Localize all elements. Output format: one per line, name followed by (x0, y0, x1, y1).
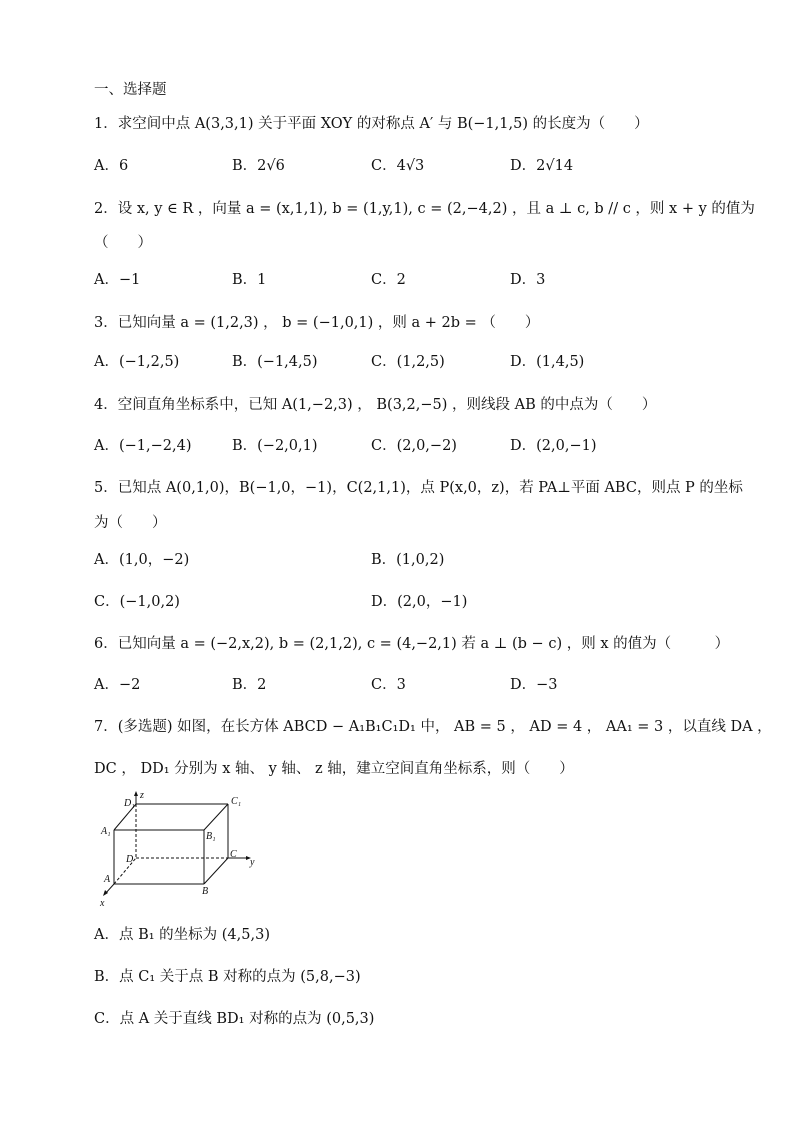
q1-option-b: B．2√6 (232, 158, 285, 174)
q4-option-d: D．(2,0,−1) (510, 438, 597, 454)
q1-option-a: A．6 (94, 158, 129, 174)
question-2-text-line1: 2．设 x, y ∈ R ，向量 a = (x,1,1), b = (1,y,1), c = (2,−4,2) ，且 a ⊥ c, b // c ，则 x + y 的值为 (94, 201, 755, 217)
q4-option-b: B．(−2,0,1) (232, 438, 318, 454)
edge-b-c (204, 858, 228, 884)
label-a: A (104, 874, 111, 885)
question-7-text-line1: 7．(多选题) 如图，在长方体 ABCD − A₁B₁C₁D₁ 中， AB = 5 ， AD = 4 ， AA₁ = 3 ，以直线 DA ， (94, 719, 772, 735)
q5-option-c: C．(−1,0,2) (94, 594, 180, 610)
q2-option-c: C．2 (371, 272, 406, 288)
q1-option-d: D．2√14 (510, 158, 574, 174)
q6-option-c: C．3 (371, 677, 406, 693)
question-7-text-line2: DC ， DD₁ 分别为 x 轴、 y 轴、 z 轴，建立空间直角坐标系，则（ ） (94, 761, 574, 777)
q5-option-b: B．(1,0,2) (371, 552, 445, 568)
q4-option-a: A．(−1,−2,4) (94, 438, 192, 454)
cuboid-figure (98, 790, 268, 910)
label-x: x (100, 898, 105, 909)
label-b1: B₁ (206, 831, 216, 842)
q2-option-a: A．−1 (94, 272, 141, 288)
q5-option-a: A．(1,0，−2) (94, 552, 190, 568)
label-c1: C₁ (231, 796, 242, 807)
section-title: 一、选择题 (94, 82, 167, 98)
q6-option-b: B．2 (232, 677, 267, 693)
question-2-text-line2: （ ） (94, 235, 152, 251)
label-d: D (126, 854, 134, 865)
z-arrow (134, 791, 138, 796)
q2-option-b: B．1 (232, 272, 267, 288)
label-y: y (250, 857, 255, 868)
q3-option-d: D．(1,4,5) (510, 354, 585, 370)
q4-option-c: C．(2,0,−2) (371, 438, 457, 454)
q3-option-a: A．(−1,2,5) (94, 354, 180, 370)
q2-option-d: D．3 (510, 272, 546, 288)
question-1-text: 1．求空间中点 A(3,3,1) 关于平面 XOY 的对称点 A′ 与 B(−1,1,5) 的长度为（ ） (94, 116, 649, 132)
q3-option-b: B．(−1,4,5) (232, 354, 318, 370)
label-d1: D₁ (124, 798, 135, 809)
q3-option-c: C．(1,2,5) (371, 354, 445, 370)
q5-option-d: D．(2,0，−1) (371, 594, 468, 610)
question-5-text-line1: 5．已知点 A(0,1,0)，B(−1,0，−1)，C(2,1,1)，点 P(x,0，z)，若 PA⊥平面 ABC，则点 P 的坐标 (94, 480, 743, 496)
label-b: B (202, 886, 209, 897)
q7-option-b: B．点 C₁ 关于点 B 对称的点为 (5,8,−3) (94, 969, 361, 985)
question-4-text: 4．空间直角坐标系中，已知 A(1,−2,3) ， B(3,2,−5) ，则线段 AB 的中点为（ ） (94, 397, 657, 413)
q1-option-c: C．4√3 (371, 158, 425, 174)
label-c: C (230, 849, 237, 860)
question-3-text: 3．已知向量 a = (1,2,3) ， b = (−1,0,1) ，则 a + 2b = （ ） (94, 315, 540, 331)
question-5-text-line2: 为（ ） (94, 515, 167, 531)
q6-option-d: D．−3 (510, 677, 558, 693)
q7-option-c: C．点 A 关于直线 BD₁ 对称的点为 (0,5,3) (94, 1011, 375, 1027)
question-6-text: 6．已知向量 a = (−2,x,2), b = (2,1,2), c = (4,−2,1) 若 a ⊥ (b − c) ，则 x 的值为（ ） (94, 636, 730, 652)
q6-option-a: A．−2 (94, 677, 141, 693)
edge-b1-c1 (204, 804, 228, 830)
label-a1: A₁ (101, 826, 111, 837)
q7-option-a: A．点 B₁ 的坐标为 (4,5,3) (94, 927, 270, 943)
label-z: z (140, 790, 144, 801)
